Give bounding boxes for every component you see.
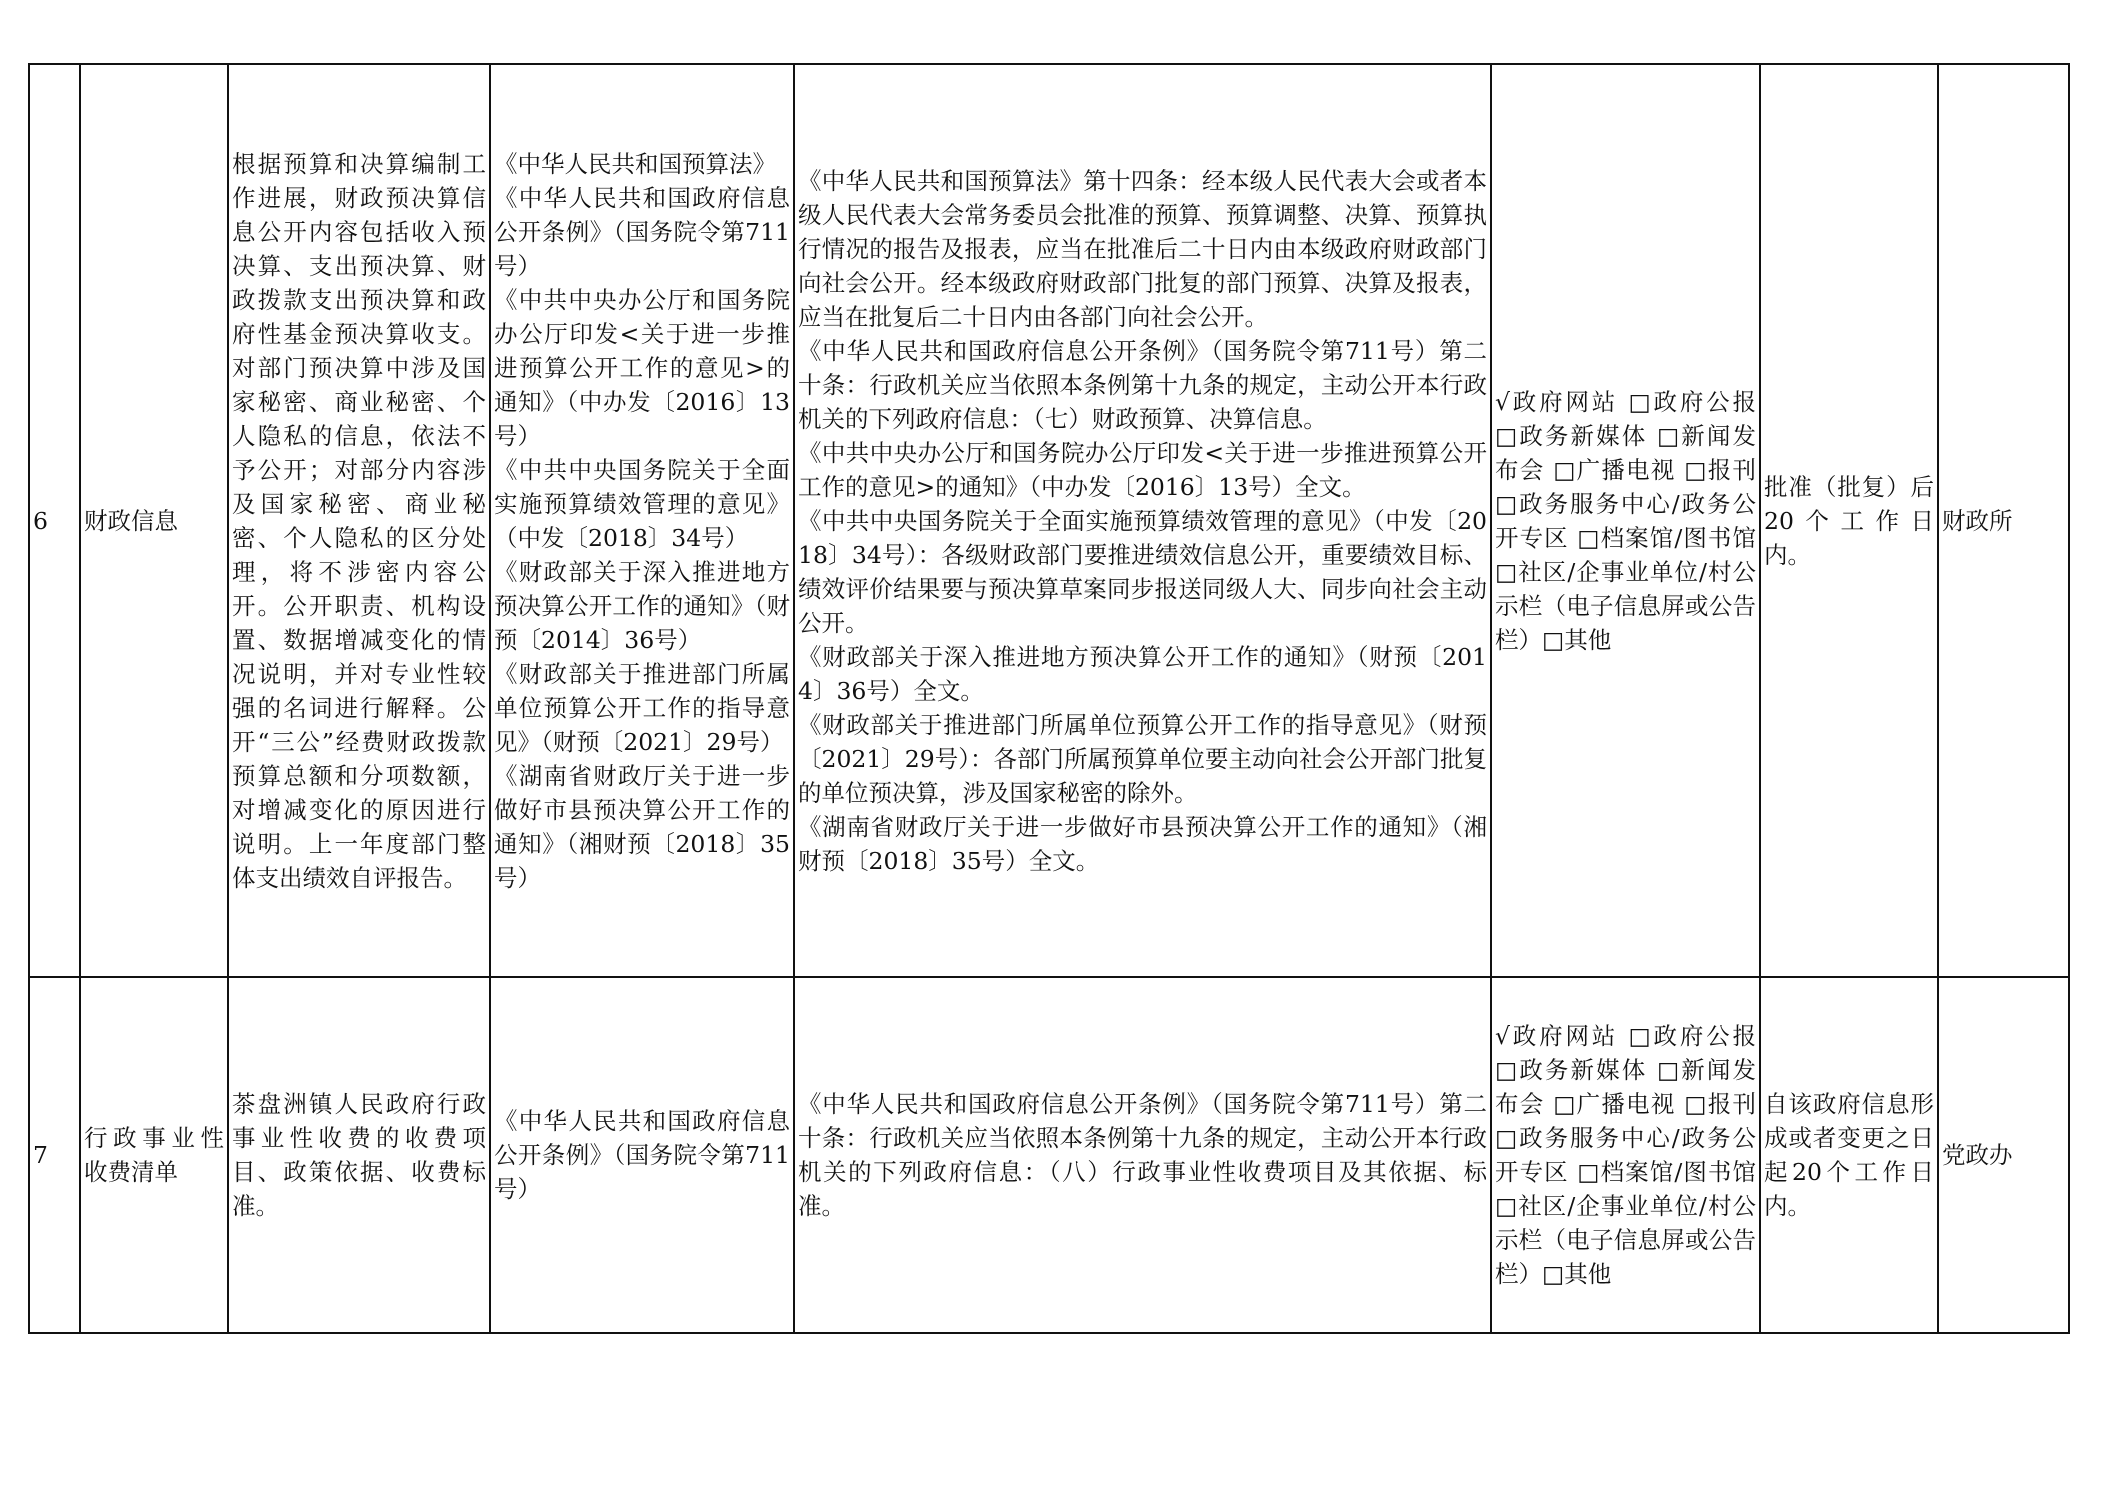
item-category: 行政事业性收费清单	[80, 977, 228, 1333]
responsible-department: 党政办	[1938, 977, 2069, 1333]
legal-basis: 《中华人民共和国预算法》 《中华人民共和国政府信息公开条例》（国务院令第711号） 《中共中央办公厅和国务院办公厅印发<关于进一步推进预算公开工作的意见>的通知》（中办发〔2016〕13号） 《中共中央国务院关于全面实施预算绩效管理的意见》（中发〔2018〕34号） 《财政部关于深入推进地方预决算公开工作的通知》（财预〔2014〕36号） 《财政部关于推进部门所属单位预算公开工作的指导意见》（财预〔2021〕29号） 《湖南省财政厅关于进一步做好市县预决算公开工作的通知》（湘财预〔2018〕35号）	[490, 64, 794, 977]
table-row	[29, 64, 2069, 977]
publication-channels: √政府网站 □政府公报 □政务新媒体 □新闻发布会 □广播电视 □报刊 □政务服务中心/政务公开专区 □档案馆/图书馆 □社区/企事业单位/村公示栏（电子信息屏或公告栏）□其他	[1491, 977, 1760, 1333]
publication-channels: √政府网站 □政府公报 □政务新媒体 □新闻发布会 □广播电视 □报刊 □政务服务中心/政务公开专区 □档案馆/图书馆 □社区/企事业单位/村公示栏（电子信息屏或公告栏）□其他	[1491, 64, 1760, 977]
legal-basis: 《中华人民共和国政府信息公开条例》（国务院令第711号）	[490, 977, 794, 1333]
disclosure-deadline: 批准（批复）后20个工作日内。	[1760, 64, 1938, 977]
disclosure-content: 根据预算和决算编制工作进展，财政预决算信息公开内容包括收入预决算、支出预决算、财政拨款支出预决算和政府性基金预决算收支。对部门预决算中涉及国家秘密、商业秘密、个人隐私的信息，依法不予公开；对部分内容涉及国家秘密、商业秘密、个人隐私的区分处理，将不涉密内容公开。公开职责、机构设置、数据增减变化的情况说明，并对专业性较强的名词进行解释。公开“三公”经费财政拨款预算总额和分项数额，对增减变化的原因进行说明。上一年度部门整体支出绩效自评报告。	[228, 64, 490, 977]
legal-provisions: 《中华人民共和国预算法》第十四条：经本级人民代表大会或者本级人民代表大会常务委员会批准的预算、预算调整、决算、预算执行情况的报告及报表，应当在批准后二十日内由本级政府财政部门向社会公开。经本级政府财政部门批复的部门预算、决算及报表，应当在批复后二十日内由各部门向社会公开。 《中华人民共和国政府信息公开条例》（国务院令第711号）第二十条：行政机关应当依照本条例第十九条的规定，主动公开本行政机关的下列政府信息：（七）财政预算、决算信息。 《中共中央办公厅和国务院办公厅印发<关于进一步推进预算公开工作的意见>的通知》（中办发〔2016〕13号）全文。 《中共中央国务院关于全面实施预算绩效管理的意见》（中发〔2018〕34号）：各级财政部门要推进绩效信息公开，重要绩效目标、绩效评价结果要与预决算草案同步报送同级人大、同步向社会主动公开。 《财政部关于深入推进地方预决算公开工作的通知》（财预〔2014〕36号）全文。 《财政部关于推进部门所属单位预算公开工作的指导意见》（财预〔2021〕29号）：各部门所属预算单位要主动向社会公开部门批复的单位预决算，涉及国家秘密的除外。 《湖南省财政厅关于进一步做好市县预决算公开工作的通知》（湘财预〔2018〕35号）全文。	[794, 64, 1491, 977]
disclosure-content: 茶盘洲镇人民政府行政事业性收费的收费项目、政策依据、收费标准。	[228, 977, 490, 1333]
row-index: 7	[29, 977, 80, 1333]
row-index: 6	[29, 64, 80, 977]
responsible-department: 财政所	[1938, 64, 2069, 977]
table-row	[29, 977, 2069, 1333]
disclosure-table	[28, 63, 2070, 1334]
item-category: 财政信息	[80, 64, 228, 977]
disclosure-deadline: 自该政府信息形成或者变更之日起20个工作日内。	[1760, 977, 1938, 1333]
legal-provisions: 《中华人民共和国政府信息公开条例》（国务院令第711号）第二十条：行政机关应当依照本条例第十九条的规定，主动公开本行政机关的下列政府信息：（八）行政事业性收费项目及其依据、标准。	[794, 977, 1491, 1333]
